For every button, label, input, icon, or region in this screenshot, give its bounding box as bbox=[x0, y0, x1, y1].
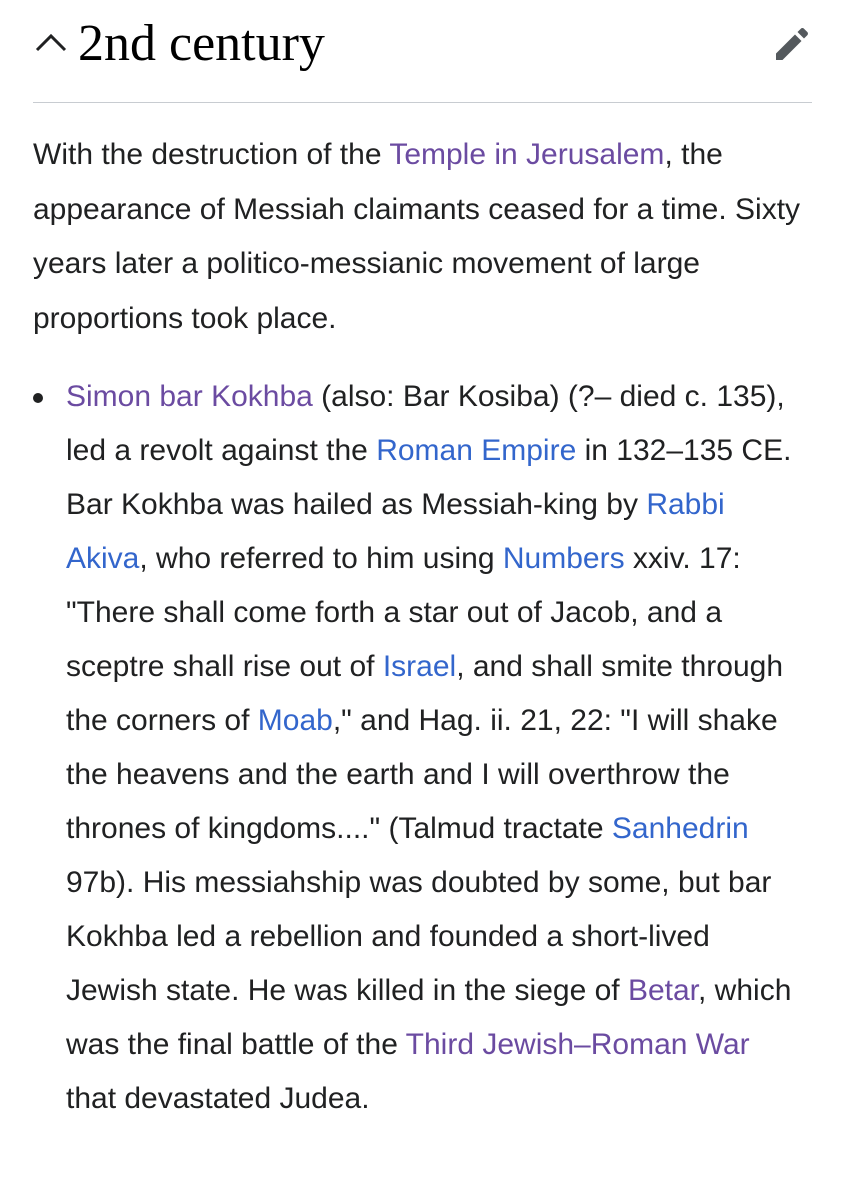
link-moab[interactable]: Moab bbox=[257, 704, 333, 737]
section-content bbox=[33, 128, 803, 1126]
bullet-text: 97b). His messiahship was doubted by some, but bar Kokhba led a rebellion and founded a short-lived Jewish state. He was killed in the siege of bbox=[66, 866, 772, 1007]
link-roman-empire[interactable]: Roman Empire bbox=[376, 434, 577, 467]
bullet-list bbox=[33, 370, 803, 1126]
bullet-text: in 132–135 CE. Bar Kokhba was hailed as Messiah-king by bbox=[66, 434, 792, 521]
link-rabbi-akiva[interactable]: Rabbi Akiva bbox=[66, 488, 725, 575]
bullet-icon bbox=[33, 393, 43, 403]
pencil-icon[interactable] bbox=[772, 24, 812, 64]
intro-text: , the appearance of Messiah claimants ceased for a time. Sixty years later a politico-messianic movement of large proportions took place. bbox=[33, 138, 801, 335]
bullet-text: , which was the final battle of the bbox=[66, 974, 792, 1061]
bullet-text: that devastated Judea. bbox=[66, 1082, 370, 1115]
intro-text: With the destruction of the bbox=[33, 138, 390, 171]
section-header bbox=[33, 0, 812, 103]
bullet-text: , and shall smite through the corners of bbox=[66, 650, 784, 737]
chevron-up-icon[interactable] bbox=[33, 30, 69, 56]
link-betar[interactable]: Betar bbox=[627, 974, 699, 1007]
list-item bbox=[33, 370, 803, 1126]
intro-paragraph bbox=[33, 128, 803, 346]
bullet-text: xxiv. 17: "There shall come forth a star out of Jacob, and a sceptre shall rise out of bbox=[66, 542, 741, 683]
bullet-text: , who referred to him using bbox=[139, 542, 503, 575]
bullet-text: (also: Bar Kosiba) (?– died c. 135), led a revolt against the bbox=[66, 380, 785, 467]
link-simon-bar-kokhba[interactable]: Simon bar Kokhba bbox=[66, 380, 313, 413]
link-israel[interactable]: Israel bbox=[382, 650, 457, 683]
link-numbers[interactable]: Numbers bbox=[502, 542, 625, 575]
section-title: 2nd century bbox=[78, 15, 325, 72]
link-sanhedrin[interactable]: Sanhedrin bbox=[611, 812, 749, 845]
bullet-text: ," and Hag. ii. 21, 22: "I will shake the heavens and the earth and I will overthrow the thrones of kingdoms...." (Talmud tractate bbox=[66, 704, 778, 845]
link-third-jewish-roman-war[interactable]: Third Jewish–Roman War bbox=[405, 1028, 750, 1061]
link-temple-in-jerusalem[interactable]: Temple in Jerusalem bbox=[389, 138, 665, 171]
